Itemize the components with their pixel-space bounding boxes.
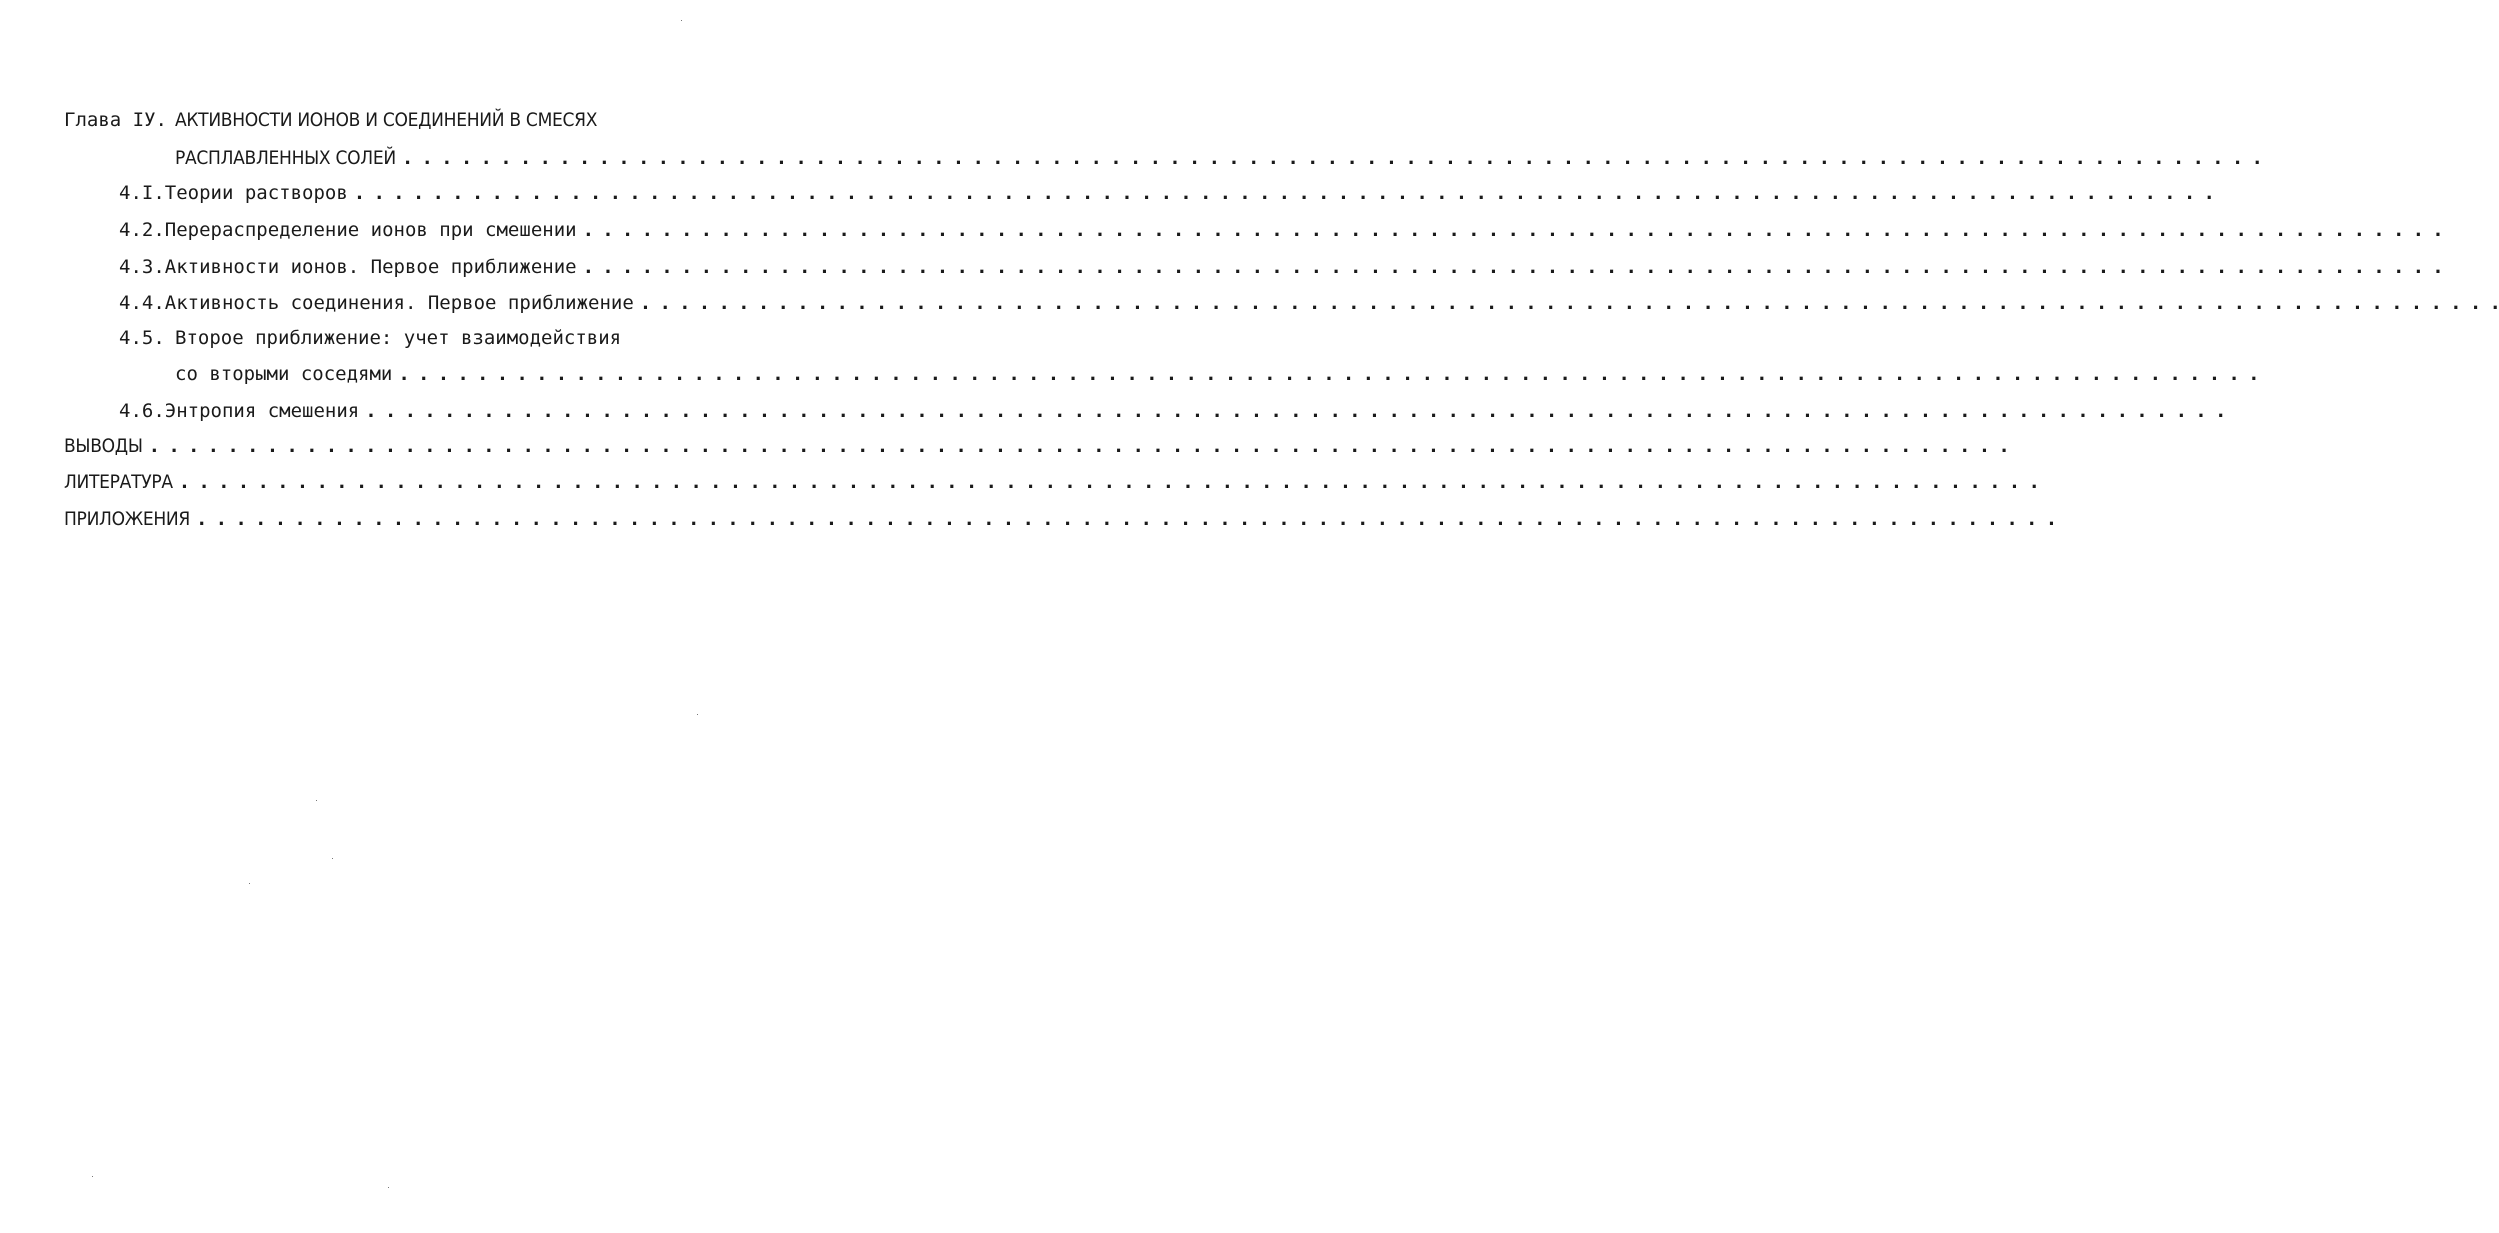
toc-entry-4-5-line-1 <box>119 326 665 350</box>
end-item-title: ВЫВОДЫ <box>64 435 143 457</box>
toc-entry-4-6 <box>119 399 665 423</box>
scan-speck <box>316 800 317 801</box>
section-number: 4.3. <box>119 256 165 278</box>
section-title-line-1: Второе приближение: учет взаимодействия <box>175 327 622 349</box>
section-title: Теории растворов <box>164 182 348 204</box>
scan-speck <box>681 20 682 21</box>
scan-speck <box>388 1187 389 1188</box>
dot-leader <box>149 434 2009 458</box>
dot-leader <box>402 146 2262 170</box>
document-page <box>0 0 799 1233</box>
dot-leader <box>398 362 2258 386</box>
section-title: Энтропия смешения <box>164 400 360 422</box>
end-item-title: ПРИЛОЖЕНИЯ <box>64 508 190 530</box>
toc-entry-appendices <box>64 507 665 531</box>
scan-speck <box>697 714 698 715</box>
section-number: 4.4. <box>119 292 165 314</box>
toc-chapter-line-2 <box>175 146 665 170</box>
dot-leader <box>196 507 2056 531</box>
dot-leader <box>354 181 2214 205</box>
section-number: 4.6. <box>119 400 165 422</box>
toc-entry-literature <box>64 470 665 494</box>
section-title: Активность соединения. Первое приближение <box>164 292 634 314</box>
toc-chapter-line-1 <box>64 108 604 132</box>
dot-leader <box>583 218 2443 242</box>
chapter-title-line-1: АКТИВНОСТИ ИОНОВ И СОЕДИНЕНИЙ В СМЕСЯХ <box>174 109 598 131</box>
scan-speck <box>332 858 333 859</box>
section-title: Активности ионов. Первое приближение <box>164 256 577 278</box>
dot-leader <box>640 291 2499 315</box>
section-number: 4.5. <box>119 327 165 349</box>
toc-entry-4-3 <box>119 255 665 279</box>
dot-leader <box>365 399 2225 423</box>
chapter-label: Глава IУ. <box>64 109 167 131</box>
dot-leader <box>179 470 2039 494</box>
toc-entry-4-2 <box>119 218 665 242</box>
toc-entry-4-1 <box>119 181 665 205</box>
section-title: Перераспределение ионов при смешении <box>164 219 577 241</box>
section-number: 4.2. <box>119 219 165 241</box>
section-title-line-2: со вторыми соседями <box>175 363 393 385</box>
chapter-title-line-2: РАСПЛАВЛЕННЫХ СОЛЕЙ <box>175 147 396 169</box>
toc-entry-4-5-line-2 <box>175 362 665 386</box>
toc-entry-conclusions <box>64 434 665 458</box>
scan-speck <box>92 1176 93 1177</box>
toc-entry-4-4 <box>119 291 665 315</box>
scan-speck <box>249 883 250 884</box>
section-number: 4.I. <box>119 182 165 204</box>
dot-leader <box>583 255 2443 279</box>
end-item-title: ЛИТЕРАТУРА <box>64 471 173 493</box>
